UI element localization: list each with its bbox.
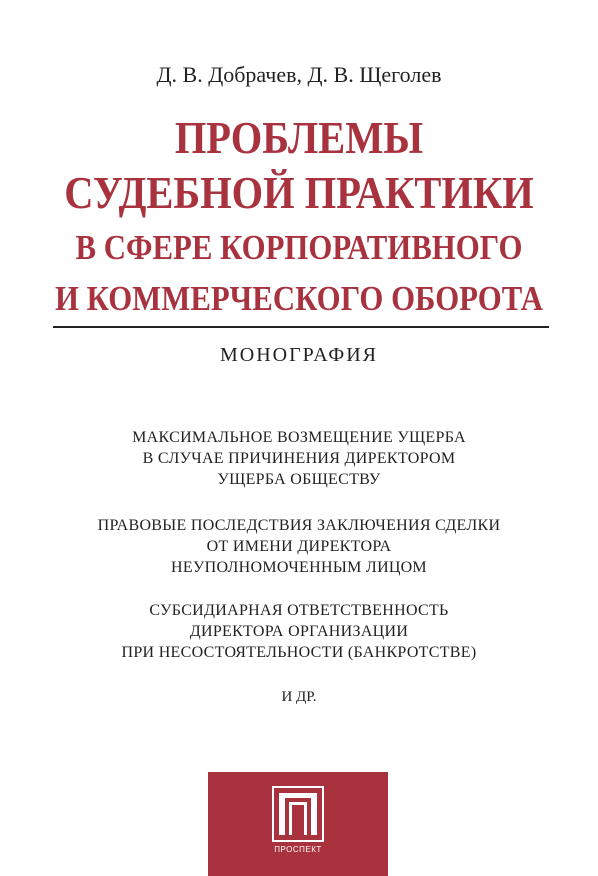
topic-line: ПРАВОВЫЕ ПОСЛЕДСТВИЯ ЗАКЛЮЧЕНИЯ СДЕЛКИ — [97, 517, 501, 534]
title-line-4: И КОММЕРЧЕСКОГО ОБОРОТА — [55, 279, 543, 318]
topic-line: ОТ ИМЕНИ ДИРЕКТОРА — [206, 538, 392, 555]
topic-line: В СЛУЧАЕ ПРИЧИНЕНИЯ ДИРЕКТОРОМ — [142, 450, 456, 467]
topic-block — [0, 427, 598, 490]
title-divider — [53, 326, 549, 328]
title-line-3: В СФЕРЕ КОРПОРАТИВНОГО — [75, 228, 523, 267]
publisher-block — [208, 772, 388, 876]
publisher-name: ПРОСПЕКТ — [274, 845, 322, 854]
book-title — [36, 112, 562, 324]
topic-line: ПРИ НЕСОСТОЯТЕЛЬНОСТИ (БАНКРОТСТВЕ) — [121, 644, 477, 661]
authors: Д. В. Добрачев, Д. В. Щеголев — [156, 62, 442, 87]
prospekt-logo-icon — [272, 786, 324, 842]
etc-label: И ДР. — [281, 689, 317, 705]
genre-label: МОНОГРАФИЯ — [219, 344, 378, 366]
topic-line: УЩЕРБА ОБЩЕСТВУ — [217, 471, 381, 488]
title-line-1: ПРОБЛЕМЫ — [174, 112, 424, 163]
topic-line: ДИРЕКТОРА ОРГАНИЗАЦИИ — [189, 623, 409, 640]
topic-block — [0, 515, 598, 578]
topic-line: МАКСИМАЛЬНОЕ ВОЗМЕЩЕНИЕ УЩЕРБА — [132, 429, 466, 446]
title-line-2: СУДЕБНОЙ ПРАКТИКИ — [64, 167, 534, 218]
topic-line: СУБСИДИАРНАЯ ОТВЕТСТВЕННОСТЬ — [149, 602, 449, 619]
topic-block — [0, 600, 598, 663]
topic-line: НЕУПОЛНОМОЧЕННЫМ ЛИЦОМ — [171, 559, 427, 576]
